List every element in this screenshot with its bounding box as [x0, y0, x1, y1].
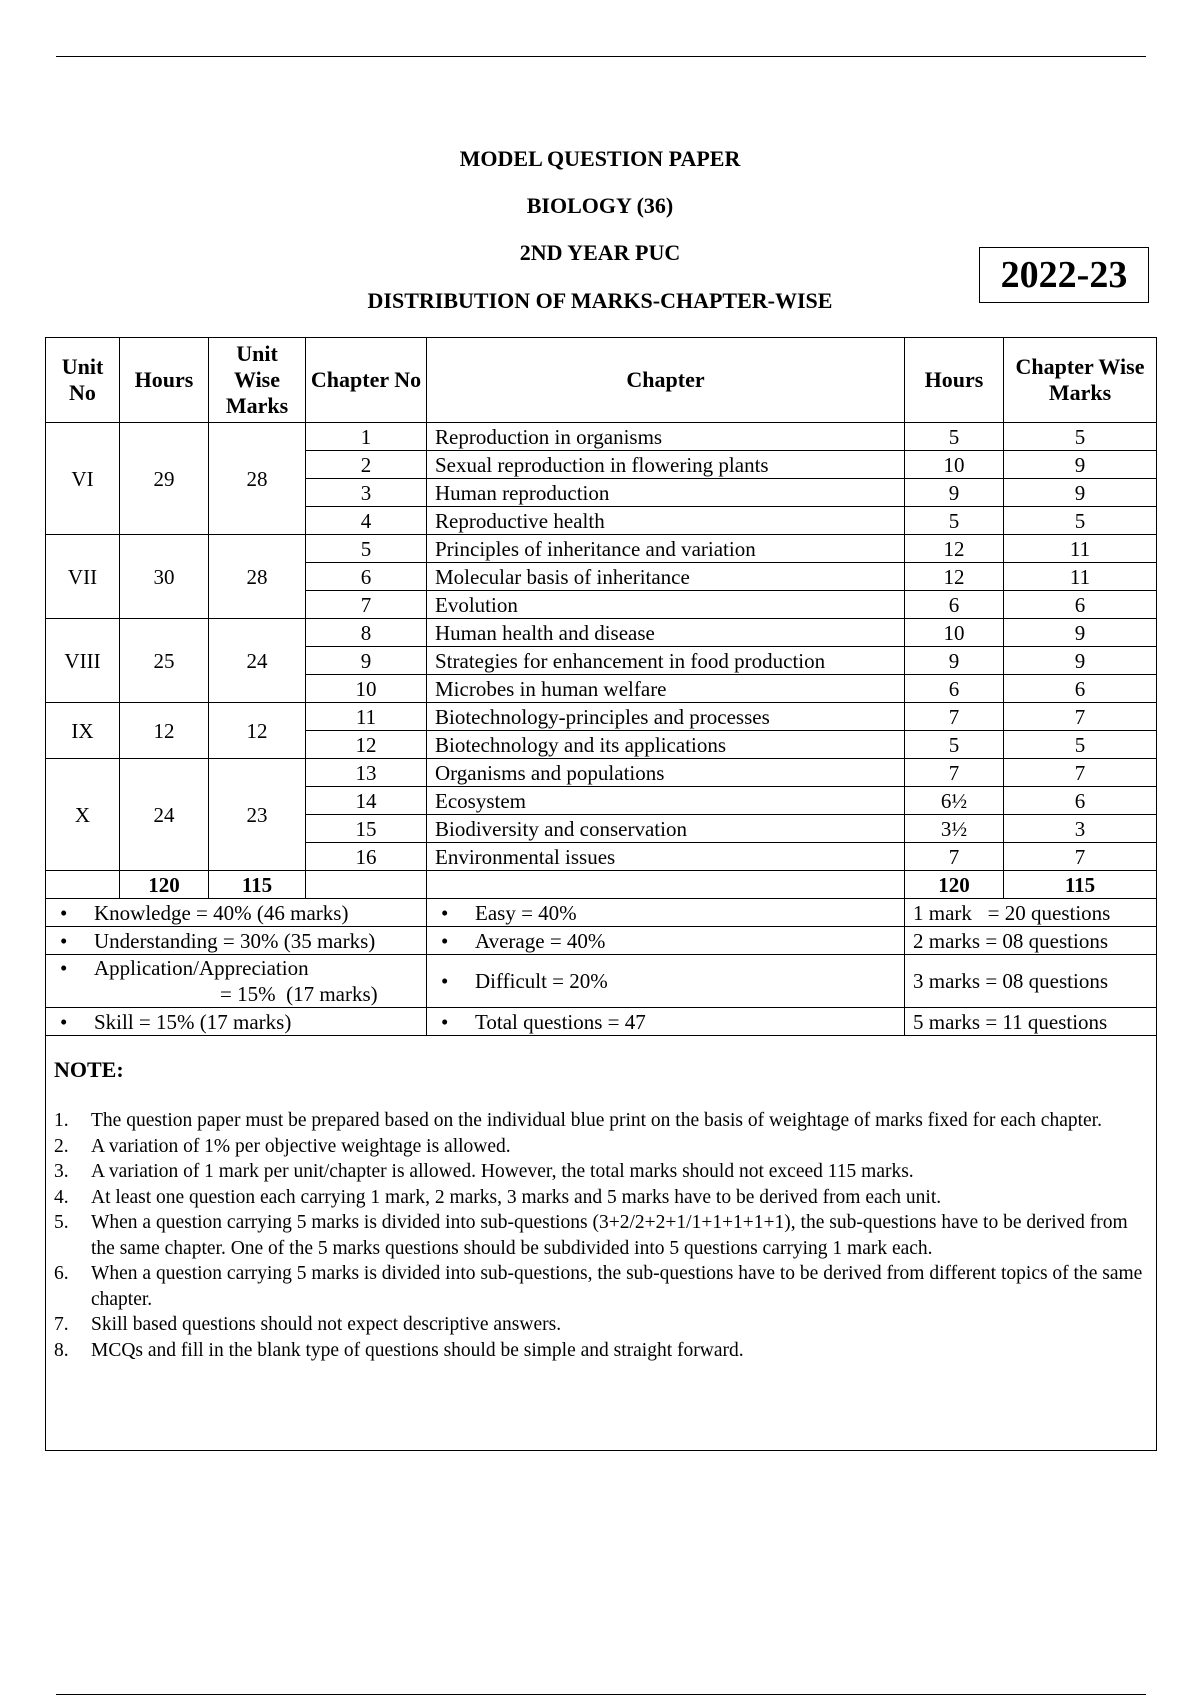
chapter-name: Human health and disease — [427, 619, 905, 647]
chapter-hours: 12 — [905, 535, 1004, 563]
chapter-hours: 7 — [905, 843, 1004, 871]
header-chapter-wise-marks: Chapter Wise Marks — [1004, 338, 1157, 423]
chapter-marks: 11 — [1004, 535, 1157, 563]
chapter-hours: 7 — [905, 759, 1004, 787]
unit-hours: 24 — [120, 759, 209, 871]
chapter-hours: 5 — [905, 731, 1004, 759]
list-item: 6. When a question carrying 5 marks is divided into sub-questions, the sub-questions have to be derived from different topics of the same chapter. — [54, 1263, 1143, 1310]
year-level: 2ND YEAR PUC — [519, 240, 681, 265]
total-chapter-hours: 120 — [905, 871, 1004, 899]
bottom-rule — [56, 1694, 1146, 1695]
paper-title: MODEL QUESTION PAPER — [459, 146, 741, 171]
total-chapter-marks: 115 — [1004, 871, 1157, 899]
note-row — [46, 1036, 1157, 1451]
chapter-marks: 9 — [1004, 619, 1157, 647]
knowledge-weightage: • Knowledge = 40% (46 marks) — [46, 899, 427, 927]
chapter-no: 1 — [306, 423, 427, 451]
totals-blank — [427, 871, 905, 899]
table-header-row — [46, 338, 1157, 423]
chapter-hours: 6 — [905, 591, 1004, 619]
table-row — [46, 619, 1157, 647]
chapter-marks: 5 — [1004, 423, 1157, 451]
chapter-no: 5 — [306, 535, 427, 563]
chapter-name: Biotechnology and its applications — [427, 731, 905, 759]
distribution-row — [46, 927, 1157, 955]
total-questions: • Total questions = 47 — [427, 1008, 905, 1036]
unit-hours: 12 — [120, 703, 209, 759]
chapter-hours: 7 — [905, 703, 1004, 731]
chapter-name: Evolution — [427, 591, 905, 619]
chapter-no: 10 — [306, 675, 427, 703]
note-section — [46, 1036, 1157, 1451]
understanding-weightage: • Understanding = 30% (35 marks) — [46, 927, 427, 955]
chapter-no: 4 — [306, 507, 427, 535]
chapter-name: Ecosystem — [427, 787, 905, 815]
unit-hours: 30 — [120, 535, 209, 619]
list-item: 3. A variation of 1 mark per unit/chapter is allowed. However, the total marks should not exceed 115 marks. — [54, 1161, 914, 1182]
chapter-no: 11 — [306, 703, 427, 731]
one-mark-questions: 1 mark = 20 questions — [905, 899, 1157, 927]
list-item: 1. The question paper must be prepared based on the individual blue print on the basis of weightage of marks fixed for each chapter. — [54, 1110, 1102, 1131]
table-row — [46, 423, 1157, 451]
unit-no: VII — [46, 535, 120, 619]
note-title: NOTE: — [54, 1057, 124, 1082]
three-mark-questions: 3 marks = 08 questions — [905, 955, 1157, 1008]
chapter-hours: 6 — [905, 675, 1004, 703]
unit-marks: 12 — [209, 703, 306, 759]
chapter-marks: 6 — [1004, 787, 1157, 815]
chapter-marks: 5 — [1004, 507, 1157, 535]
marks-distribution-table — [45, 337, 1157, 1451]
chapter-marks: 6 — [1004, 591, 1157, 619]
chapter-hours: 9 — [905, 479, 1004, 507]
chapter-marks: 9 — [1004, 451, 1157, 479]
chapter-no: 12 — [306, 731, 427, 759]
chapter-hours: 5 — [905, 423, 1004, 451]
chapter-marks: 7 — [1004, 843, 1157, 871]
chapter-no: 3 — [306, 479, 427, 507]
difficult-level: • Difficult = 20% — [427, 955, 905, 1008]
unit-marks: 24 — [209, 619, 306, 703]
chapter-name: Sexual reproduction in flowering plants — [427, 451, 905, 479]
list-item: 2. A variation of 1% per objective weightage is allowed. — [54, 1135, 511, 1157]
note-list — [54, 1108, 1146, 1363]
distribution-row — [46, 1008, 1157, 1036]
chapter-hours: 12 — [905, 563, 1004, 591]
table-row — [46, 535, 1157, 563]
chapter-marks: 9 — [1004, 479, 1157, 507]
chapter-name: Biodiversity and conservation — [427, 815, 905, 843]
chapter-no: 2 — [306, 451, 427, 479]
header-unit-no: Unit No — [46, 338, 120, 423]
list-item: 4. At least one question each carrying 1 mark, 2 marks, 3 marks and 5 marks have to be derived from each unit. — [54, 1186, 942, 1208]
header-unit-wise-marks: Unit Wise Marks — [209, 338, 306, 423]
chapter-hours: 9 — [905, 647, 1004, 675]
header-chapter-no: Chapter No — [306, 338, 427, 423]
total-unit-marks: 115 — [209, 871, 306, 899]
unit-hours: 29 — [120, 423, 209, 535]
unit-no: VI — [46, 423, 120, 535]
academic-year-badge: 2022-23 — [979, 247, 1149, 303]
unit-no: X — [46, 759, 120, 871]
chapter-name: Human reproduction — [427, 479, 905, 507]
unit-hours: 25 — [120, 619, 209, 703]
header-chapter: Chapter — [427, 338, 905, 423]
table-row — [46, 703, 1157, 731]
chapter-no: 7 — [306, 591, 427, 619]
chapter-hours: 10 — [905, 619, 1004, 647]
subject-title: BIOLOGY (36) — [526, 193, 674, 218]
table-row — [46, 759, 1157, 787]
unit-marks: 23 — [209, 759, 306, 871]
unit-no: IX — [46, 703, 120, 759]
skill-weightage: • Skill = 15% (17 marks) — [46, 1008, 427, 1036]
totals-blank — [306, 871, 427, 899]
totals-blank — [46, 871, 120, 899]
chapter-name: Principles of inheritance and variation — [427, 535, 905, 563]
chapter-no: 6 — [306, 563, 427, 591]
chapter-no: 15 — [306, 815, 427, 843]
chapter-hours: 3½ — [905, 815, 1004, 843]
distribution-row — [46, 899, 1157, 927]
list-item: 7. Skill based questions should not expect descriptive answers. — [54, 1314, 562, 1335]
totals-row — [46, 871, 1157, 899]
unit-marks: 28 — [209, 535, 306, 619]
application-weightage: • Application/Appreciation = 15% (17 marks) — [46, 955, 427, 1008]
average-level: • Average = 40% — [427, 927, 905, 955]
chapter-name: Environmental issues — [427, 843, 905, 871]
chapter-hours: 6½ — [905, 787, 1004, 815]
chapter-no: 9 — [306, 647, 427, 675]
chapter-marks: 7 — [1004, 703, 1157, 731]
distribution-row — [46, 955, 1157, 1008]
chapter-marks: 5 — [1004, 731, 1157, 759]
header-chapter-hours: Hours — [905, 338, 1004, 423]
unit-no: VIII — [46, 619, 120, 703]
chapter-name: Strategies for enhancement in food production — [427, 647, 905, 675]
header-hours: Hours — [120, 338, 209, 423]
chapter-marks: 11 — [1004, 563, 1157, 591]
chapter-marks: 7 — [1004, 759, 1157, 787]
chapter-no: 14 — [306, 787, 427, 815]
chapter-no: 16 — [306, 843, 427, 871]
chapter-name: Reproduction in organisms — [427, 423, 905, 451]
chapter-marks: 6 — [1004, 675, 1157, 703]
chapter-name: Organisms and populations — [427, 759, 905, 787]
unit-marks: 28 — [209, 423, 306, 535]
total-unit-hours: 120 — [120, 871, 209, 899]
list-item: 8. MCQs and fill in the blank type of questions should be simple and straight forward. — [54, 1339, 744, 1361]
two-mark-questions: 2 marks = 08 questions — [905, 927, 1157, 955]
chapter-no: 13 — [306, 759, 427, 787]
distribution-subtitle: DISTRIBUTION OF MARKS-CHAPTER-WISE — [367, 288, 833, 313]
chapter-name: Microbes in human welfare — [427, 675, 905, 703]
chapter-name: Reproductive health — [427, 507, 905, 535]
easy-level: • Easy = 40% — [427, 899, 905, 927]
five-mark-questions: 5 marks = 11 questions — [905, 1008, 1157, 1036]
top-rule — [56, 56, 1146, 57]
chapter-hours: 10 — [905, 451, 1004, 479]
list-item: 5. When a question carrying 5 marks is divided into sub-questions (3+2/2+2+1/1+1+1+1+1), the sub-questions have to be derived from the same chapter. One of the 5 marks questions should be subdivided into 5 questions carrying 1 mark each. — [54, 1212, 1128, 1259]
chapter-name: Biotechnology-principles and processes — [427, 703, 905, 731]
chapter-marks: 9 — [1004, 647, 1157, 675]
chapter-hours: 5 — [905, 507, 1004, 535]
chapter-name: Molecular basis of inheritance — [427, 563, 905, 591]
chapter-no: 8 — [306, 619, 427, 647]
chapter-marks: 3 — [1004, 815, 1157, 843]
